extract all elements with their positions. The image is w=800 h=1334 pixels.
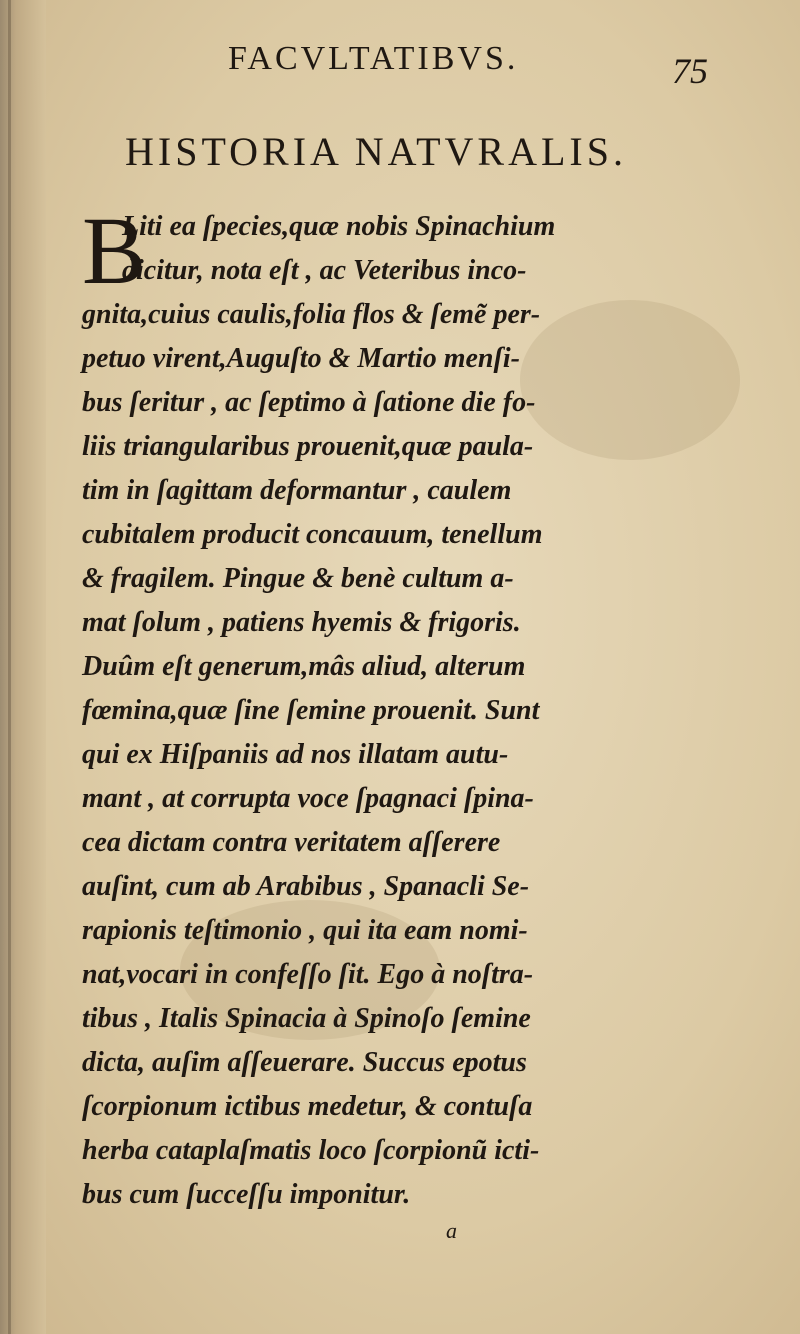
text-line: bus ſeritur , ac ſeptimo à ſatione die fo- — [82, 387, 536, 418]
text-line: ſcorpionum ictibus medetur, & contuſa — [82, 1091, 533, 1122]
text-line: tim in ſagittam deformantur , caulem — [82, 475, 512, 506]
book-spine-shadow — [0, 0, 46, 1334]
text-line: liis triangularibus prouenit,quæ paula- — [82, 431, 534, 462]
text-line: petuo virent,Auguſto & Martio menſi- — [82, 343, 520, 374]
text-line: nat,vocari in confeſſo ſit. Ego à noſtra- — [82, 959, 534, 990]
gutter-line — [8, 0, 11, 1334]
text-line: fœmina,quæ ſine ſemine prouenit. Sunt — [82, 695, 540, 726]
text-line: Liti ea ſpecies,quæ nobis Spinachium — [122, 211, 556, 242]
section-title: HISTORIA NATVRALIS. — [125, 129, 627, 174]
text-line: tibus , Italis Spinacia à Spinoſo ſemine — [82, 1003, 531, 1034]
text-line: qui ex Hiſpaniis ad nos illatam autu- — [82, 739, 509, 770]
running-head-title: FACVLTATIBVS. — [228, 40, 519, 77]
text-line: dicitur, nota eſt , ac Veteribus inco- — [122, 255, 527, 286]
text-line: & fragilem. Pingue & benè cultum a- — [82, 563, 514, 594]
catchword: a — [446, 1218, 457, 1243]
text-line: cea dictam contra veritatem aſſerere — [82, 827, 501, 858]
text-line: mant , at corrupta voce ſpagnaci ſpina- — [82, 783, 534, 814]
text-line: herba cataplaſmatis loco ſcorpionũ icti- — [82, 1135, 540, 1166]
body-text — [82, 197, 722, 1217]
text-line: cubitalem producit concauum, tenellum — [82, 519, 543, 550]
running-head — [0, 40, 800, 100]
text-line: auſint, cum ab Arabibus , Spanacli Se- — [82, 871, 530, 902]
text-line: bus cum ſucceſſu imponitur. — [82, 1179, 411, 1210]
text-line: gnita,cuius caulis,folia flos & ſemẽ per- — [82, 299, 541, 330]
text-line: Duûm eſt generum,mâs aliud, alterum — [82, 651, 526, 682]
text-line: dicta, auſim aſſeuerare. Succus epotus — [82, 1047, 527, 1078]
text-line: rapionis teſtimonio , qui ita eam nomi- — [82, 915, 528, 946]
text-line: mat ſolum , patiens hyemis & frigoris. — [82, 607, 521, 638]
drop-capital: B — [82, 197, 147, 304]
page-number: 75 — [672, 51, 708, 91]
